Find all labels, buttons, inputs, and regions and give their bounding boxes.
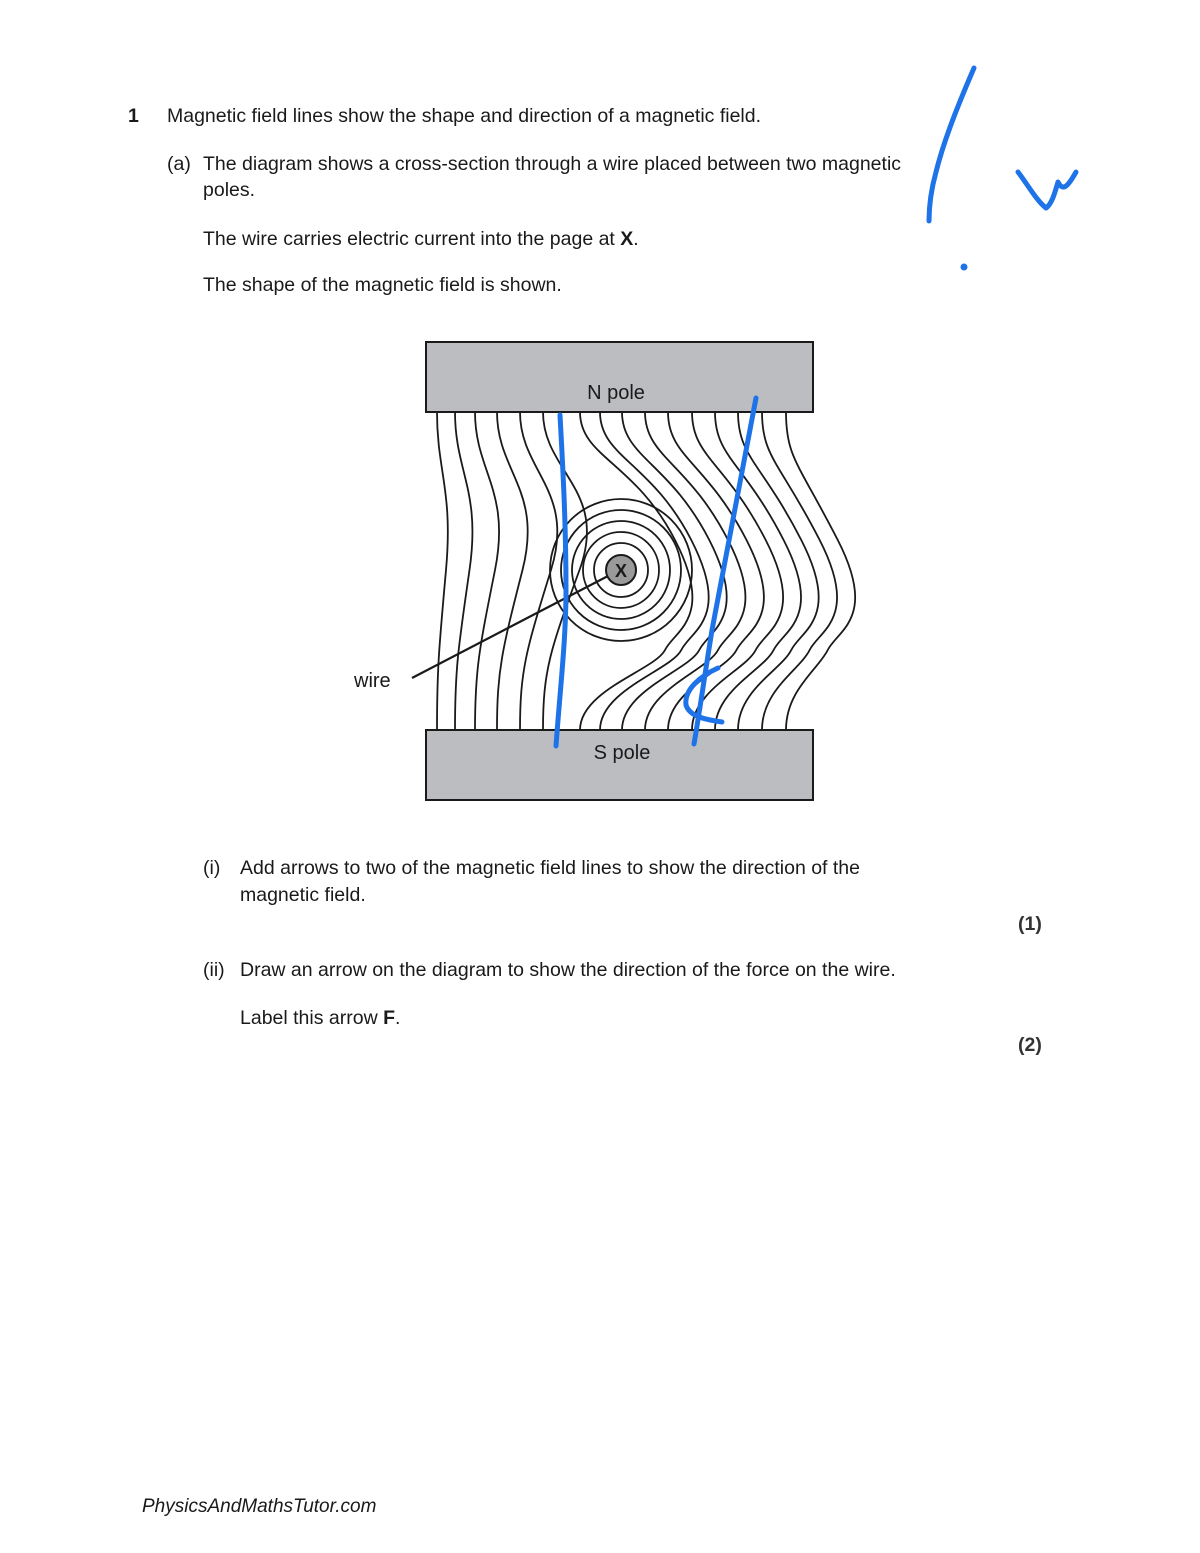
part-ii-marks: (2) (1018, 1034, 1042, 1056)
part-i-line1: Add arrows to two of the magnetic field lines to show the direction of the (240, 857, 861, 879)
field-line-left (437, 412, 448, 730)
part-a-line2: poles. (203, 179, 256, 201)
north-pole-label: N pole (587, 382, 645, 404)
part-ii-line1: Draw an arrow on the diagram to show the direction of the force on the wire. (240, 959, 896, 981)
current-end: . (633, 228, 639, 250)
part-a-line1: The diagram shows a cross-section through a wire placed between two magnetic (203, 153, 902, 175)
part-ii-line2 (240, 1006, 400, 1030)
field-line-right (645, 412, 745, 730)
field-line-right (692, 412, 783, 730)
current-text: The wire carries electric current into the page at (203, 228, 621, 250)
field-line-left (520, 412, 557, 730)
current-symbol: X (620, 228, 634, 250)
part-ii-symbol: F (383, 1007, 395, 1029)
part-i-label: (i) (203, 857, 221, 879)
question-number: 1 (128, 105, 139, 127)
part-a-label: (a) (167, 153, 191, 175)
part-ii-line2-text: Label this arrow (240, 1007, 384, 1029)
field-lines (437, 412, 855, 730)
wire-label: wire (354, 670, 391, 692)
part-i-marks: (1) (1018, 913, 1042, 935)
footer-site-name: PhysicsAndMathsTutor.com (142, 1496, 377, 1517)
part-ii-label: (ii) (203, 959, 225, 981)
field-line-left (475, 412, 499, 730)
field-line-left (455, 412, 472, 730)
south-pole (426, 730, 813, 800)
field-line-right (668, 412, 764, 730)
question-stem: Magnetic field lines show the shape and direction of a magnetic field. (167, 105, 762, 127)
field-line-right (762, 412, 837, 730)
part-i-line2: magnetic field. (240, 884, 366, 906)
field-line-right (715, 412, 801, 730)
shape-statement: The shape of the magnetic field is shown. (203, 274, 562, 296)
south-pole-label: S pole (593, 742, 651, 764)
wire-symbol: X (614, 561, 628, 581)
part-ii-line2-end: . (395, 1007, 401, 1029)
